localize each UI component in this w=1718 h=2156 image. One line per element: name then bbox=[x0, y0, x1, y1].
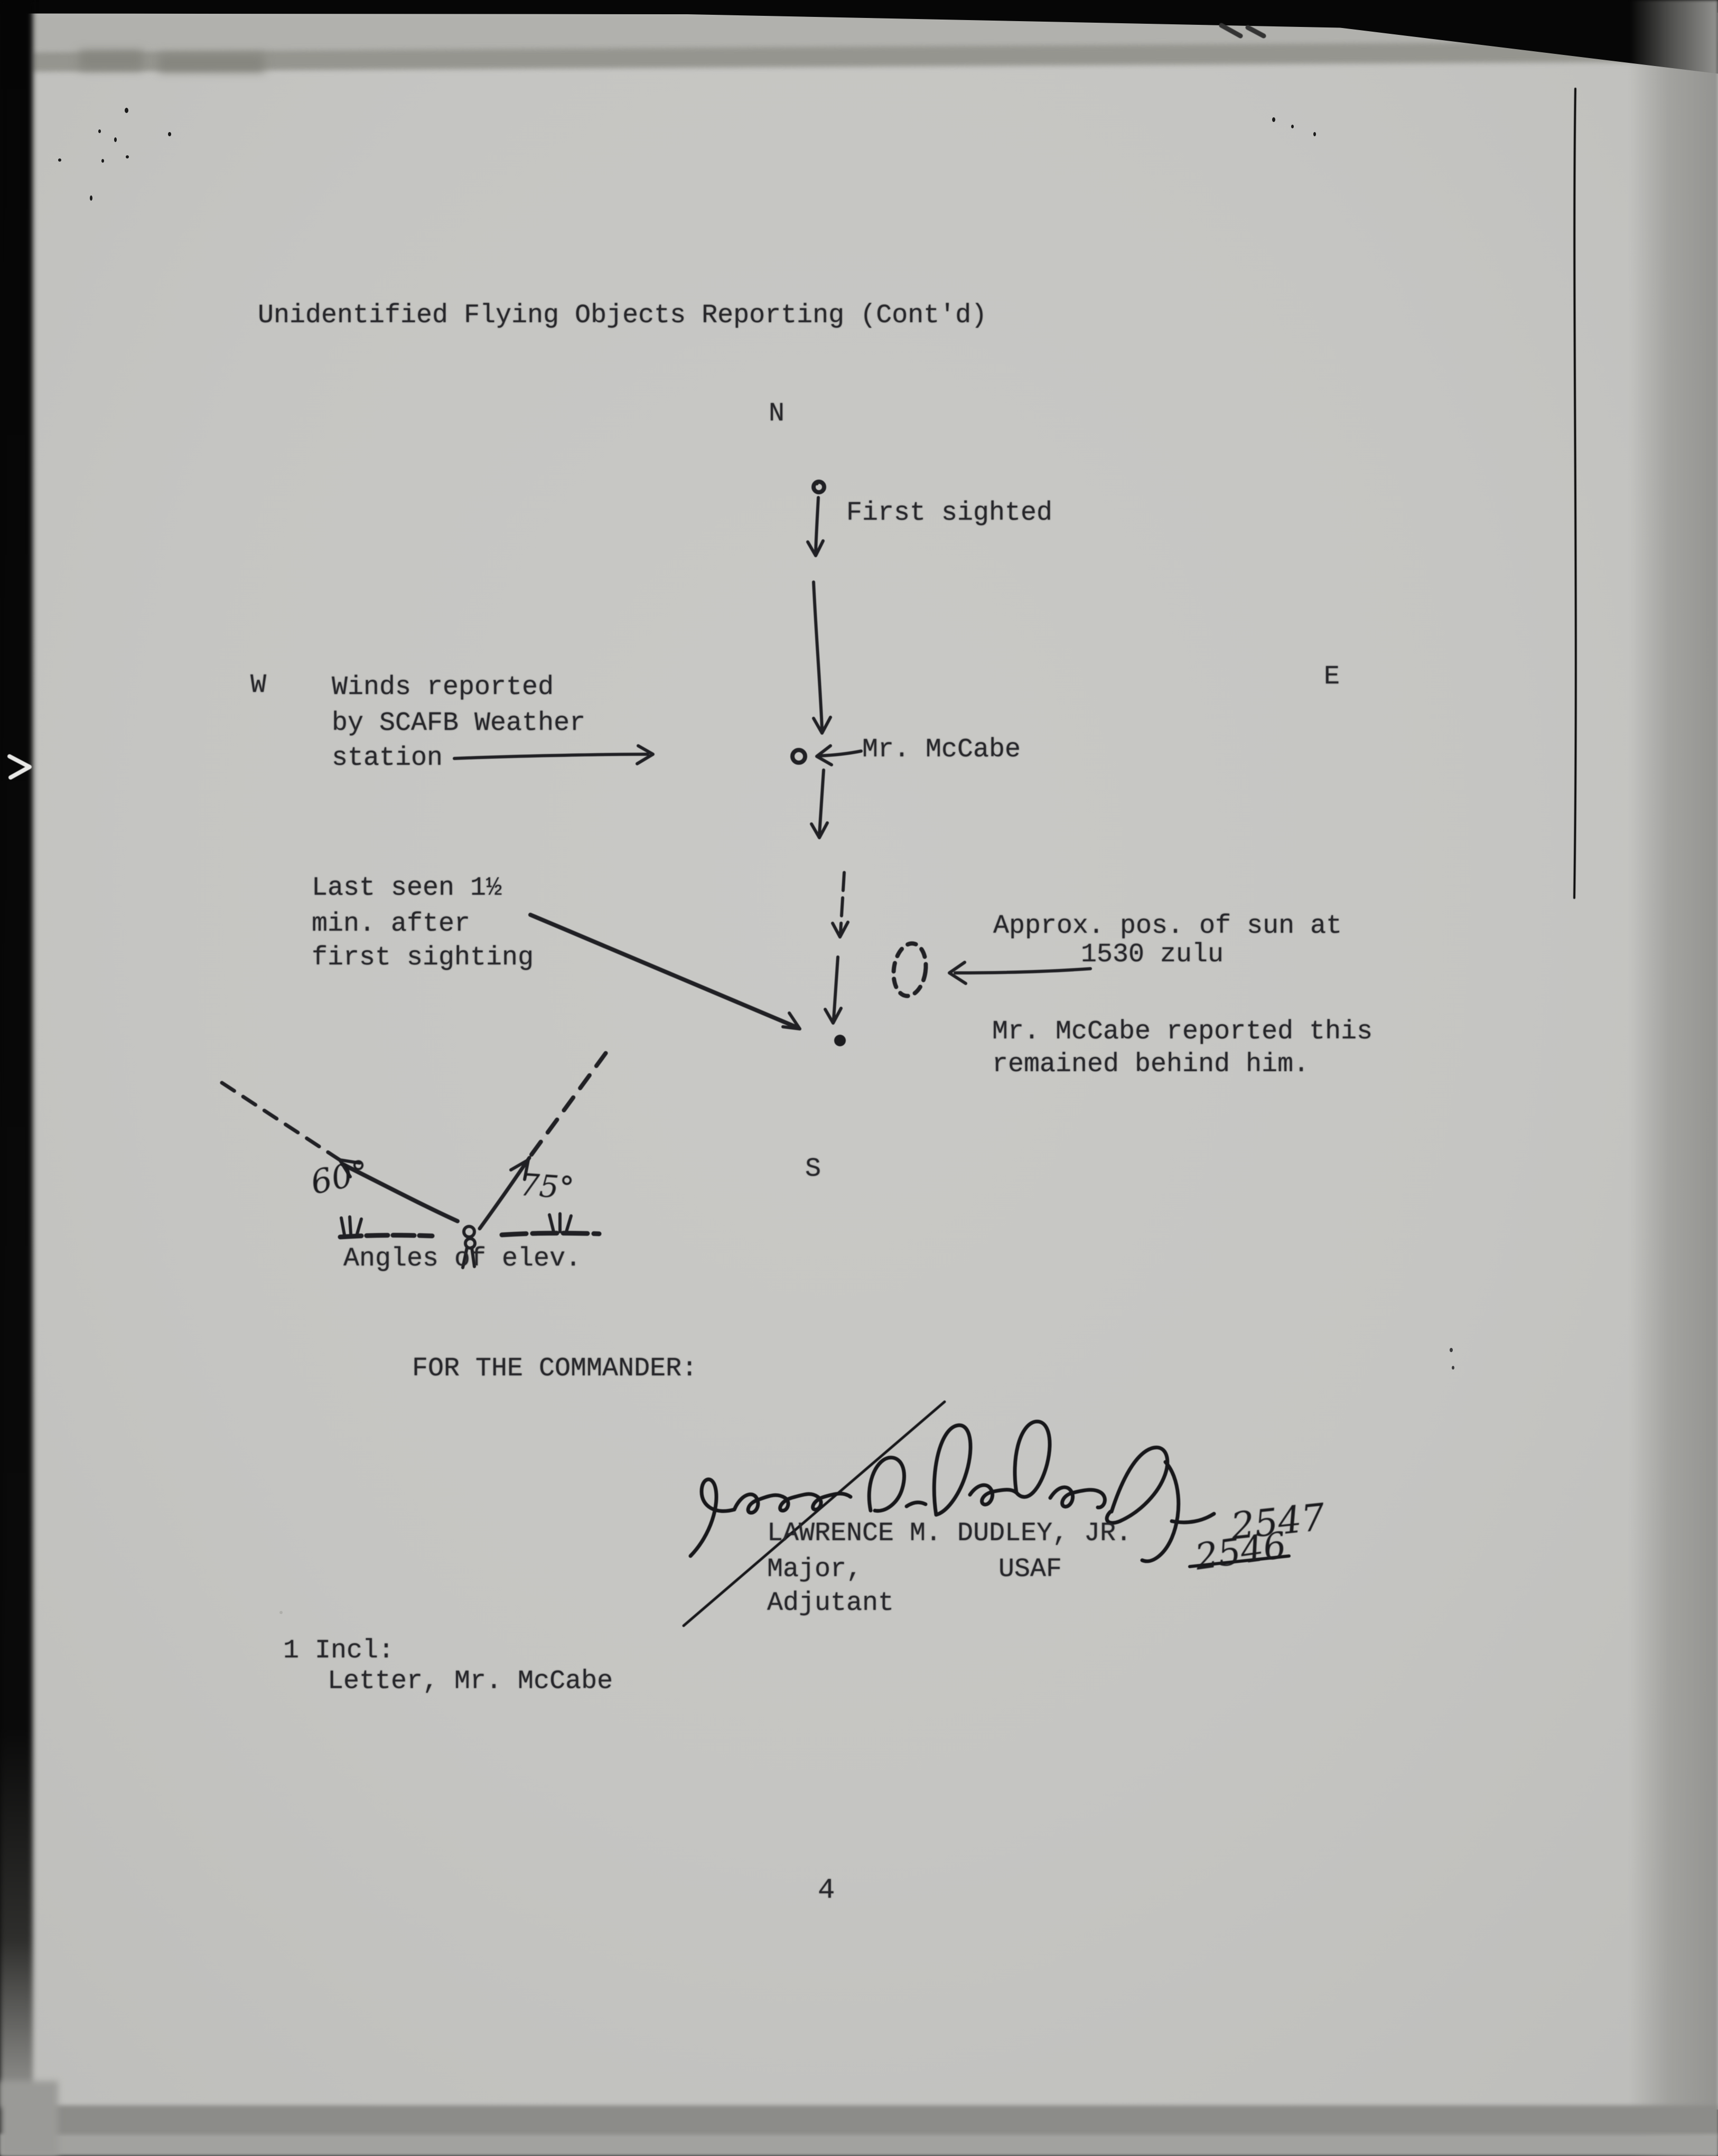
sun-note-line1: Approx. pos. of sun at bbox=[993, 911, 1342, 941]
last-seen-object-icon bbox=[834, 1035, 846, 1046]
for-the-commander-line: FOR THE COMMANDER: bbox=[412, 1354, 698, 1384]
page-number: 4 bbox=[818, 1874, 835, 1907]
page-title: Unidentified Flying Objects Reporting (Cont'd) bbox=[258, 301, 987, 331]
left-elevation-angle-label: 60° bbox=[307, 1152, 372, 1202]
signature-title: Adjutant bbox=[767, 1588, 894, 1618]
observer-label: Mr. McCabe bbox=[862, 735, 1021, 765]
winds-note-line3: station bbox=[332, 743, 443, 773]
scan-scratch-line bbox=[1574, 89, 1576, 898]
sun-note-line2: 1530 zulu bbox=[1081, 940, 1224, 970]
scan-slash-marks bbox=[1221, 25, 1264, 36]
observer-figure-icon bbox=[464, 1226, 474, 1237]
last-seen-line3: first sighting bbox=[312, 943, 534, 973]
compass-south-label: S bbox=[805, 1154, 821, 1184]
angles-caption: Angles of elev. bbox=[343, 1244, 582, 1274]
signature-branch: USAF bbox=[998, 1554, 1062, 1585]
first-sighted-object-icon bbox=[814, 481, 824, 492]
last-seen-line1: Last seen 1½ bbox=[312, 873, 502, 903]
enclosure-line2: Letter, Mr. McCabe bbox=[328, 1666, 613, 1696]
elevation-angles-sketch bbox=[222, 1052, 606, 1268]
sun-label-arrow bbox=[949, 962, 1090, 983]
winds-note-line2: by SCAFB Weather bbox=[332, 708, 586, 738]
mccabe-note-line2: remained behind him. bbox=[992, 1049, 1310, 1080]
winds-note-line1: Winds reported bbox=[332, 672, 554, 702]
signature-rank: Major, bbox=[767, 1554, 863, 1585]
last-seen-arrow bbox=[530, 915, 800, 1029]
last-seen-line2: min. after bbox=[312, 909, 471, 939]
right-elevation-angle-label: 75° bbox=[518, 1166, 576, 1206]
observer-label-arrow bbox=[817, 746, 861, 765]
compass-north-label: N bbox=[769, 399, 785, 429]
first-sighted-label: First sighted bbox=[846, 498, 1053, 528]
signature-typed-name: LAWRENCE M. DUDLEY, JR. bbox=[767, 1518, 1132, 1549]
compass-west-label: W bbox=[250, 670, 267, 700]
sun-position-icon bbox=[890, 941, 929, 998]
handwritten-number-bottom: 2546 bbox=[1192, 1524, 1289, 1579]
flight-path-arrow bbox=[808, 498, 848, 1023]
enclosure-line1: 1 Incl: bbox=[283, 1636, 395, 1666]
compass-east-label: E bbox=[1324, 662, 1340, 692]
margin-chevron-mark bbox=[10, 756, 30, 777]
observer-position-icon bbox=[792, 750, 805, 763]
winds-arrow bbox=[454, 746, 653, 764]
mccabe-note-line1: Mr. McCabe reported this bbox=[992, 1017, 1373, 1047]
handwritten-number-top: 2547 bbox=[1229, 1495, 1327, 1549]
